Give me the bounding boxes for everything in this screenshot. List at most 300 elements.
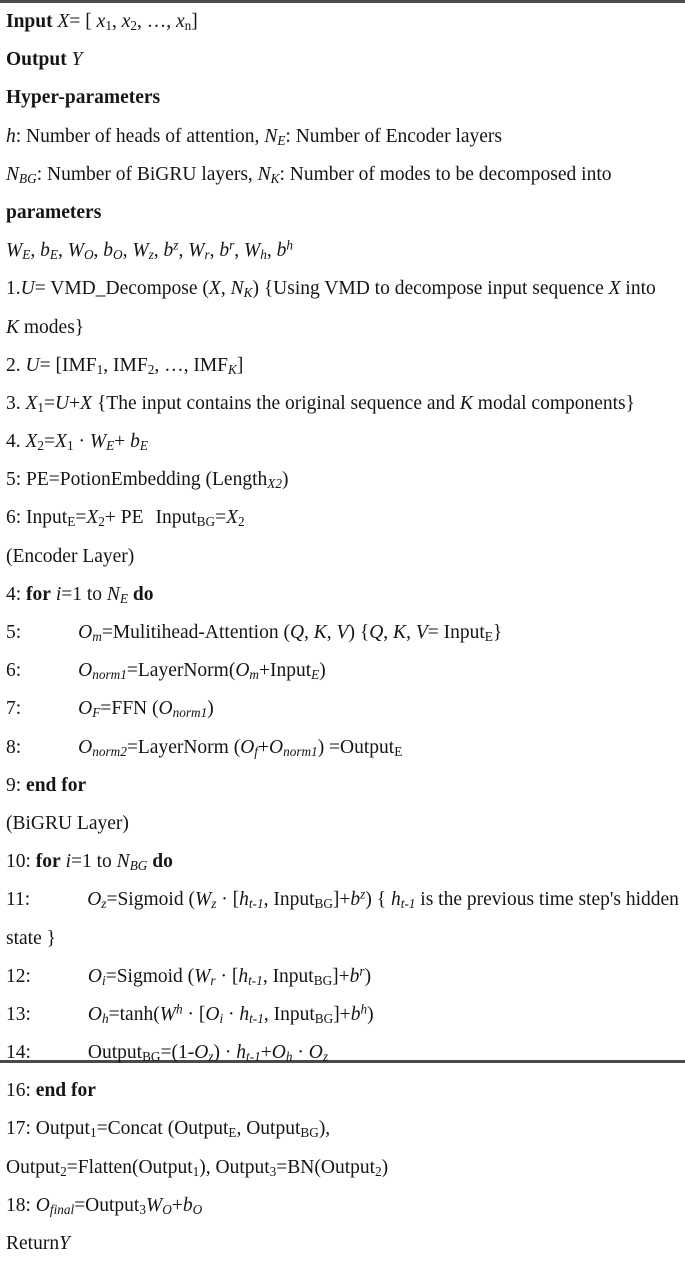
algo-line-step-12 bbox=[0, 958, 685, 996]
step-11-bracket-plus: ]+ bbox=[332, 889, 351, 911]
hyperparameters-label: Hyper-parameters bbox=[6, 87, 161, 109]
input-label: Input bbox=[6, 11, 53, 32]
algo-line-step-17 bbox=[0, 1110, 685, 1148]
bigru-for-do-keyword: do bbox=[152, 851, 173, 873]
input-ellipsis: , …, bbox=[136, 11, 176, 32]
encoder-for-i: i bbox=[55, 583, 62, 605]
step-14-number: 14: bbox=[6, 1042, 31, 1064]
step-3-u: U bbox=[55, 392, 70, 414]
step-4-eq: = bbox=[44, 431, 56, 453]
step-17b-close: ) bbox=[381, 1156, 389, 1178]
step-14-oz: O bbox=[194, 1042, 209, 1064]
step-14-oh: O bbox=[271, 1042, 286, 1064]
step-5b-k2: K bbox=[393, 622, 407, 643]
algo-line-step-4 bbox=[0, 423, 685, 461]
step-5b-input-sub: E bbox=[484, 629, 493, 645]
step-13-input-sub: BG bbox=[314, 1010, 334, 1026]
step-11-h-sub: t-1 bbox=[248, 896, 264, 912]
step-6b-fn: =LayerNorm( bbox=[126, 660, 236, 682]
step-18-plus: + bbox=[171, 1194, 183, 1216]
step-4-x1-sub: 1 bbox=[66, 438, 74, 454]
algo-line-return bbox=[0, 1225, 685, 1263]
step-12-wr-sub: r bbox=[210, 972, 216, 988]
bigru-for-nbg: N bbox=[116, 851, 130, 873]
step-3-number: 3. bbox=[6, 392, 26, 414]
step-12-oi-sub: i bbox=[102, 972, 106, 988]
step-2-imf1-sub: 1 bbox=[96, 361, 104, 377]
step-1-modes: modes} bbox=[19, 316, 85, 338]
step-17b-out2-sub: 2 bbox=[375, 1163, 382, 1179]
step-13-bh: b bbox=[350, 1003, 361, 1025]
step-12-fn: =Sigmoid ( bbox=[105, 965, 195, 987]
step-13-input: , Input bbox=[263, 1003, 315, 1025]
step-2-u: U bbox=[25, 354, 40, 376]
param-wr-sub: r bbox=[204, 247, 210, 263]
step-11-comment-cont: state } bbox=[6, 927, 56, 949]
step-8-output: ) =Output bbox=[317, 736, 395, 758]
param-we-sub: E bbox=[22, 247, 31, 263]
encoder-for-keyword: for bbox=[26, 583, 51, 605]
step-5-text-b: ) bbox=[281, 469, 289, 491]
step-13-close: ) bbox=[367, 1003, 374, 1025]
input-xn: x bbox=[175, 11, 185, 32]
step-18-output3: =Output bbox=[74, 1194, 140, 1216]
step-6b-om: O bbox=[235, 660, 250, 682]
step-8-output-sub: E bbox=[394, 743, 403, 759]
step-5b-q2: Q bbox=[369, 622, 384, 643]
return-keyword: Return bbox=[6, 1233, 60, 1254]
algo-line-step-3 bbox=[0, 385, 685, 423]
step-14-oh-sub: h bbox=[285, 1049, 293, 1065]
step-4-x2-sub: 2 bbox=[37, 438, 45, 454]
step-5b-c1: , bbox=[304, 622, 314, 643]
param-wr: W bbox=[188, 240, 205, 262]
step-11-h2-sub: t-1 bbox=[400, 896, 416, 912]
ne-symbol: N bbox=[264, 125, 278, 147]
step-11-bz: b bbox=[350, 889, 361, 911]
step-6-input-e: Input bbox=[26, 507, 68, 529]
param-wo-sub: O bbox=[83, 247, 94, 263]
step-17b-output2: Output bbox=[6, 1156, 61, 1178]
algo-line-step-14 bbox=[0, 1034, 685, 1072]
h-description: : Number of heads of attention, bbox=[15, 125, 265, 147]
step-1-text-a: = VMD_Decompose ( bbox=[34, 278, 209, 300]
step-2-text-c: , …, IMF bbox=[154, 354, 229, 376]
step-11-wz-sub: z bbox=[211, 896, 217, 912]
input-eq-open: = [ bbox=[69, 11, 97, 32]
algo-line-step-5-attention bbox=[0, 614, 685, 652]
step-5b-c4: , bbox=[406, 622, 416, 643]
step-12-h-sub: t-1 bbox=[248, 972, 263, 988]
algo-line-encoder-for bbox=[0, 576, 685, 614]
param-be: b bbox=[40, 240, 50, 262]
param-bz-sup: z bbox=[173, 237, 179, 253]
step-1-u: U bbox=[20, 278, 35, 300]
step-18-ofinal: O bbox=[35, 1194, 50, 1216]
ne-sub: E bbox=[277, 132, 286, 148]
step-7-onorm1: O bbox=[158, 698, 173, 720]
step-5b-c3: , bbox=[383, 622, 394, 643]
step-6-eq-b: = bbox=[215, 507, 227, 529]
param-bz: b bbox=[163, 240, 174, 262]
step-5-length-sub: X2 bbox=[267, 476, 282, 492]
step-11-input: , Input bbox=[263, 889, 315, 911]
step-5b-brace-open: ) { bbox=[348, 622, 370, 643]
param-bo: b bbox=[103, 240, 114, 262]
step-2-text-d: ] bbox=[236, 354, 244, 376]
step-17b-output3: ), Output bbox=[199, 1156, 270, 1178]
step-6b-onorm1-sub: norm1 bbox=[92, 667, 127, 683]
algo-line-step-11 bbox=[0, 881, 685, 919]
algo-line-step-18 bbox=[0, 1187, 685, 1225]
step-8-number: 8: bbox=[6, 736, 22, 758]
step-11-h: h bbox=[239, 889, 249, 911]
step-6-x2-b-sub: 2 bbox=[238, 514, 245, 530]
step-17-comma: , Output bbox=[236, 1118, 301, 1140]
input-variable: X bbox=[57, 11, 70, 32]
encoder-layer-label: (Encoder Layer) bbox=[6, 545, 135, 567]
param-br: b bbox=[219, 240, 230, 262]
step-6-x2-a: X bbox=[86, 507, 99, 529]
input-eq-close: ] bbox=[191, 11, 198, 32]
encoder-for-ne-sub: E bbox=[119, 590, 129, 606]
step-6b-number: 6: bbox=[6, 660, 22, 682]
step-12-input-sub: BG bbox=[313, 972, 333, 988]
algo-line-input bbox=[0, 3, 685, 41]
step-12-input: , Input bbox=[262, 965, 314, 987]
step-1-text-b: ) {Using VMD to decompose input sequence bbox=[252, 278, 609, 300]
step-4-x2: X bbox=[25, 431, 38, 453]
step-4-we-sub: E bbox=[106, 438, 115, 454]
step-13-number: 13: bbox=[6, 1003, 31, 1025]
step-1-text-c: into bbox=[620, 278, 656, 300]
step-1-x2: X bbox=[608, 278, 621, 300]
step-6b-om-sub: m bbox=[249, 667, 259, 683]
step-17-number: 17: bbox=[6, 1118, 36, 1140]
nk-symbol: N bbox=[257, 163, 271, 185]
step-17-output1-sub: 1 bbox=[89, 1125, 97, 1141]
bigru-for-number: 10: bbox=[6, 851, 36, 873]
bigru-for-nbg-sub: BG bbox=[129, 858, 148, 874]
algo-line-step-5-pe bbox=[0, 461, 685, 499]
algo-line-parameter-symbols: $W_E$, $b_E$, $W_O$, $b_O$, $W_z$, $b^z$, $W_r$, $b^r$, $W_h$, $b^h$ bbox=[6, 237, 294, 263]
step-17b-out1-sub: 1 bbox=[192, 1163, 200, 1179]
step-7-close: ) bbox=[207, 698, 214, 720]
step-7-number: 7: bbox=[6, 698, 22, 720]
step-17-output1: Output bbox=[35, 1118, 90, 1140]
param-be-sub: E bbox=[49, 247, 58, 263]
step-2-number: 2. bbox=[6, 354, 26, 376]
step-14-dot-a: ) · bbox=[213, 1042, 237, 1064]
step-1-x: X bbox=[208, 278, 221, 300]
step-6-input-bg-sub: BG bbox=[196, 514, 216, 530]
nbg-sub: BG bbox=[19, 170, 37, 186]
step-6-x2-b: X bbox=[226, 507, 239, 529]
step-14-eq-open: =(1- bbox=[160, 1042, 195, 1064]
step-8-onorm1: O bbox=[268, 736, 284, 758]
input-x1: x bbox=[96, 11, 106, 32]
step-7-fn: =FFN ( bbox=[100, 698, 159, 720]
nbg-description: : Number of BiGRU layers, bbox=[36, 163, 258, 185]
step-3-x1-sub: 1 bbox=[37, 399, 45, 415]
step-5b-v: V bbox=[336, 622, 349, 643]
step-2-imfk-sub: K bbox=[228, 361, 237, 377]
step-8-plus: + bbox=[257, 736, 269, 758]
output-variable: Y bbox=[71, 49, 83, 71]
param-wh-sub: h bbox=[260, 247, 267, 263]
step-4-be: b bbox=[130, 431, 140, 453]
step-17b-output3-sub: 3 bbox=[269, 1163, 277, 1179]
step-5b-q: Q bbox=[289, 622, 305, 643]
step-17b-output2-sub: 2 bbox=[60, 1163, 67, 1179]
step-18-ofinal-sub: final bbox=[49, 1201, 75, 1217]
step-13-oi: O bbox=[205, 1003, 220, 1025]
step-17-close: ), bbox=[318, 1118, 331, 1140]
algo-line-hyperparameters-heading bbox=[0, 79, 685, 117]
step-13-h-sub: t-1 bbox=[249, 1010, 264, 1026]
step-8-onorm2-sub: norm2 bbox=[92, 743, 127, 759]
step-12-wr: W bbox=[194, 965, 211, 987]
step-6b-onorm1: O bbox=[78, 660, 93, 682]
step-5b-om-sub: m bbox=[92, 629, 102, 645]
algo-line-encoder-end-for bbox=[0, 767, 685, 805]
step-18-wo-sub: O bbox=[162, 1201, 172, 1217]
nk-sub: K bbox=[270, 170, 280, 186]
input-x2: x bbox=[121, 11, 131, 32]
input-x2-sub: 2 bbox=[130, 18, 137, 34]
step-11-bz-sup: z bbox=[360, 886, 366, 902]
param-wz: W bbox=[132, 240, 149, 262]
output-label: Output bbox=[6, 49, 67, 71]
step-14-oz-sub: z bbox=[208, 1049, 214, 1065]
step-5b-k: K bbox=[313, 622, 327, 643]
step-5b-c2: , bbox=[326, 622, 337, 643]
bigru-for-range: =1 to bbox=[71, 851, 117, 873]
step-3-k: K bbox=[459, 392, 473, 414]
algo-line-step-13 bbox=[0, 996, 685, 1034]
algo-line-step-6 bbox=[0, 499, 685, 537]
step-6b-input-sub: E bbox=[311, 667, 320, 683]
step-17-concat: =Concat (Output bbox=[96, 1118, 229, 1140]
algo-line-step-6-layernorm bbox=[0, 652, 685, 690]
param-bo-sub: O bbox=[113, 247, 123, 263]
step-6-eq-a: = bbox=[75, 507, 87, 529]
bigru-end-for-number: 16: bbox=[6, 1080, 36, 1102]
step-1-number: 1. bbox=[6, 278, 21, 300]
step-14-h-sub: t-1 bbox=[246, 1049, 261, 1065]
algo-line-encoder-layer-heading bbox=[0, 538, 685, 576]
step-17-outbg-sub: BG bbox=[300, 1125, 319, 1141]
step-3-text-a: {The input contains the original sequence and bbox=[92, 392, 460, 414]
step-8-of-sub: f bbox=[254, 743, 258, 759]
bigru-for-keyword: for bbox=[35, 851, 61, 873]
step-1-nk: N bbox=[230, 278, 244, 300]
encoder-for-number: 4: bbox=[6, 583, 27, 605]
step-12-dot-open: · [ bbox=[215, 965, 239, 987]
nbg-symbol: N bbox=[6, 163, 20, 185]
step-3-eq: = bbox=[44, 392, 56, 414]
step-18-bo: b bbox=[182, 1194, 193, 1216]
step-1-nk-sub: K bbox=[243, 285, 253, 301]
input-xn-sub: n bbox=[184, 18, 192, 34]
step-13-oi-sub: i bbox=[219, 1010, 224, 1026]
step-3-x: X bbox=[80, 392, 93, 414]
step-13-h: h bbox=[239, 1003, 250, 1025]
step-13-dot: · bbox=[223, 1003, 240, 1025]
step-14-plus: + bbox=[260, 1042, 272, 1064]
step-6b-input: +Input bbox=[259, 660, 312, 682]
step-6-x2-a-sub: 2 bbox=[98, 514, 105, 530]
param-wz-sub: z bbox=[148, 247, 154, 263]
step-13-bracket-plus: ]+ bbox=[333, 1003, 351, 1025]
encoder-for-range: =1 to bbox=[61, 583, 107, 605]
step-11-oz: O bbox=[87, 889, 102, 911]
param-bh-sup: h bbox=[286, 237, 294, 253]
step-4-dot: · bbox=[73, 431, 90, 453]
h-symbol: h bbox=[6, 125, 16, 147]
step-13-bh-sup: h bbox=[360, 1001, 368, 1017]
step-4-plus: + bbox=[114, 431, 131, 453]
step-3-plus: + bbox=[69, 392, 81, 414]
step-14-dot-b: · bbox=[292, 1042, 309, 1064]
algo-line-output bbox=[0, 41, 685, 79]
encoder-end-for-keyword: end for bbox=[26, 774, 87, 796]
step-12-bracket-plus: ]+ bbox=[332, 965, 350, 987]
step-1-comma: , bbox=[220, 278, 231, 300]
step-11-oz-sub: z bbox=[101, 896, 107, 912]
step-4-we: W bbox=[89, 431, 107, 453]
step-13-fn: =tanh( bbox=[108, 1003, 160, 1025]
step-7-of: O bbox=[78, 698, 93, 720]
nk-description: : Number of modes to be decomposed into bbox=[279, 163, 612, 185]
return-variable: Y bbox=[59, 1233, 70, 1254]
step-6-input-e-sub: E bbox=[67, 514, 76, 530]
step-5b-brace-close: } bbox=[492, 622, 503, 643]
step-6-number: 6: bbox=[6, 507, 27, 529]
encoder-for-ne: N bbox=[106, 583, 120, 605]
step-12-br-sup: r bbox=[359, 963, 365, 979]
step-18-output3-sub: 3 bbox=[139, 1201, 146, 1217]
algo-line-step-2 bbox=[0, 347, 685, 385]
step-18-wo: W bbox=[145, 1194, 163, 1216]
step-4-number: 4. bbox=[6, 431, 26, 453]
step-7-of-sub: F bbox=[92, 705, 101, 721]
algo-line-bigru-layer-heading bbox=[0, 805, 685, 843]
step-8-onorm1-sub: norm1 bbox=[283, 743, 318, 759]
algo-line-parameters-heading bbox=[0, 194, 685, 232]
step-12-oi: O bbox=[87, 965, 103, 987]
step-6-input-bg: Input bbox=[155, 507, 197, 529]
step-11-input-sub: BG bbox=[314, 896, 333, 912]
step-8-of: O bbox=[240, 736, 255, 758]
step-11-h2: h bbox=[390, 889, 401, 911]
input-sep-1: , bbox=[111, 11, 122, 32]
step-2-text-a: = [IMF bbox=[39, 354, 97, 376]
algo-line-step-11-cont bbox=[0, 920, 685, 958]
algo-line-h-ne bbox=[0, 118, 685, 156]
bigru-for-i: i bbox=[65, 851, 71, 873]
step-18-number: 18: bbox=[6, 1194, 36, 1216]
step-18-bo-sub: O bbox=[192, 1201, 203, 1217]
step-12-h: h bbox=[238, 965, 249, 987]
step-13-oh: O bbox=[87, 1003, 103, 1025]
step-6b-close: ) bbox=[319, 660, 326, 682]
step-5b-input: = Input bbox=[427, 622, 485, 643]
step-6-plus-pe: + PE bbox=[104, 507, 144, 529]
param-br-sup: r bbox=[229, 237, 235, 253]
algo-line-step-1 bbox=[0, 270, 685, 308]
param-we: W bbox=[6, 240, 23, 262]
algo-line-bigru-for bbox=[0, 843, 685, 881]
step-14-h: h bbox=[236, 1042, 247, 1064]
step-14-output: Output bbox=[87, 1042, 143, 1064]
step-11-wz: W bbox=[194, 889, 212, 911]
algo-line-step-17-cont bbox=[0, 1149, 685, 1187]
step-11-fn: =Sigmoid ( bbox=[106, 889, 195, 911]
step-5b-number: 5: bbox=[6, 622, 22, 643]
step-12-number: 12: bbox=[6, 965, 31, 987]
algo-line-bigru-end-for bbox=[0, 1072, 685, 1110]
ne-description: : Number of Encoder layers bbox=[285, 125, 503, 147]
param-wo: W bbox=[67, 240, 84, 262]
bigru-end-for-keyword: end for bbox=[35, 1080, 96, 1102]
encoder-end-for-number: 9: bbox=[6, 774, 27, 796]
step-17b-bn: =BN(Output bbox=[276, 1156, 376, 1178]
parameters-label: parameters bbox=[6, 201, 102, 223]
step-11-dot-open: · [ bbox=[216, 889, 240, 911]
step-5-number: 5: bbox=[6, 469, 27, 491]
step-5b-v2: V bbox=[415, 622, 428, 643]
step-14-oz2: O bbox=[308, 1042, 323, 1064]
step-4-x1: X bbox=[55, 431, 67, 453]
algo-line-step-1-cont bbox=[0, 309, 685, 347]
step-1-k: K bbox=[6, 316, 20, 338]
step-5-text-a: PE=PotionEmbedding (Length bbox=[26, 469, 268, 491]
step-13-wh-sup: h bbox=[175, 1001, 183, 1017]
step-13-dot-open: · [ bbox=[182, 1003, 206, 1025]
encoder-for-do-keyword: do bbox=[132, 583, 154, 605]
step-17-oute-sub: E bbox=[228, 1125, 237, 1141]
step-11-comment: is the previous time step's hidden bbox=[415, 889, 679, 911]
step-5b-fn: =Mulitihead-Attention ( bbox=[101, 622, 290, 643]
step-2-imf2-sub: 2 bbox=[147, 361, 155, 377]
algo-line-nbg-nk bbox=[0, 156, 685, 194]
step-12-close: ) bbox=[364, 965, 372, 987]
step-13-oh-sub: h bbox=[102, 1010, 109, 1026]
param-wh: W bbox=[244, 240, 261, 262]
step-2-text-b: , IMF bbox=[103, 354, 148, 376]
step-14-output-sub: BG bbox=[142, 1049, 161, 1065]
step-8-onorm2: O bbox=[78, 736, 93, 758]
input-x1-sub: 1 bbox=[105, 18, 112, 34]
step-14-oz2-sub: z bbox=[322, 1049, 328, 1065]
algo-line-step-7-ffn bbox=[0, 690, 685, 728]
step-7-onorm1-sub: norm1 bbox=[172, 705, 208, 721]
algo-line-step-8-layernorm bbox=[0, 729, 685, 767]
step-13-wh: W bbox=[159, 1003, 176, 1025]
step-12-br: b bbox=[349, 965, 360, 987]
step-11-number: 11: bbox=[6, 889, 31, 911]
step-17b-flatten: =Flatten(Output bbox=[66, 1156, 193, 1178]
step-11-brace-open: ) { bbox=[365, 889, 391, 911]
step-4-be-sub: E bbox=[139, 438, 148, 454]
step-3-text-b: modal components} bbox=[472, 392, 636, 414]
step-5b-om: O bbox=[78, 622, 93, 643]
bigru-layer-label: (BiGRU Layer) bbox=[6, 812, 129, 834]
param-bh: b bbox=[276, 240, 287, 262]
step-3-x1: X bbox=[25, 392, 38, 414]
step-8-fn: =LayerNorm ( bbox=[126, 736, 241, 758]
